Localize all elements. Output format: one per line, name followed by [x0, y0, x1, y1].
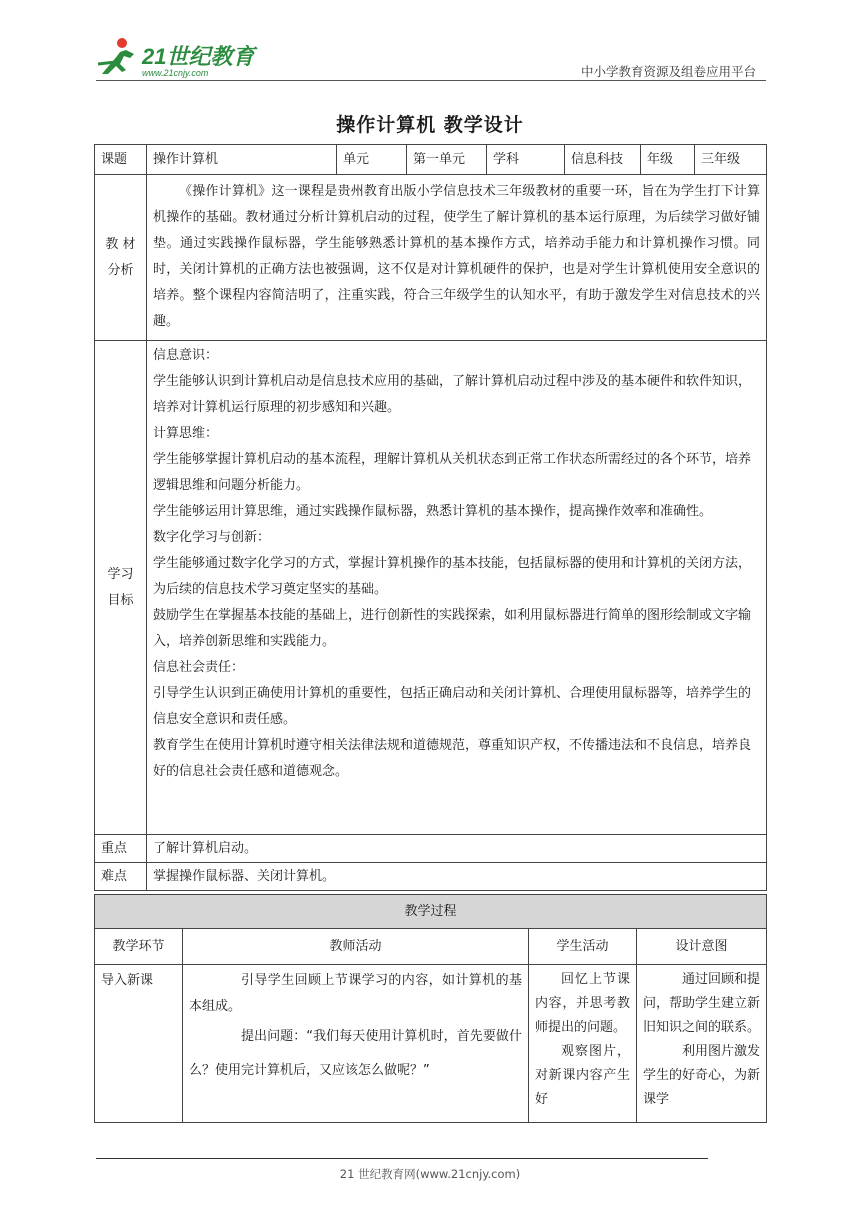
- footer-text: 21 世纪教育网(www.21cnjy.com): [339, 1167, 521, 1181]
- goal-text: 教育学生在使用计算机时遵守相关法律法规和道德规范，尊重知识产权，不传播违法和不良信息，培养良好的信息社会责任感和道德观念。: [153, 738, 752, 779]
- runner-logo-icon: [96, 34, 266, 80]
- difficulty-row: [95, 863, 767, 891]
- difficulty-label: 难点: [95, 863, 147, 891]
- grade-value: 三年级: [695, 145, 767, 175]
- logo-text: 21世纪教育: [142, 44, 255, 69]
- logo-url: www.21cnjy.com: [142, 68, 209, 78]
- column-header: 教师活动: [183, 929, 529, 965]
- student-activity-cell: 回忆上节课内容，并思考教师提出的问题。 观察图片，对新课内容产生好: [529, 965, 637, 1123]
- difficulty-text: 掌握操作鼠标器、关闭计算机。: [147, 863, 767, 891]
- column-header: 设计意图: [637, 929, 767, 965]
- site-logo: [96, 34, 266, 80]
- goal-text: 学生能够掌握计算机启动的基本流程，理解计算机从关机状态到正常工作状态所需经过的各个环节，培养逻辑思维和问题分析能力。: [153, 452, 752, 493]
- page-title: 操作计算机 教学设计: [336, 114, 524, 136]
- process-row: [95, 965, 767, 1123]
- column-header: 学生活动: [529, 929, 637, 965]
- material-label: 教 材 分析: [95, 175, 147, 341]
- subject-value: 信息科技: [565, 145, 641, 175]
- lesson-label: 课题: [95, 145, 147, 175]
- lesson-value: 操作计算机: [147, 145, 337, 175]
- goal-text: 学生能够运用计算思维，通过实践操作鼠标器，熟悉计算机的基本操作，提高操作效率和准确性。: [153, 504, 713, 519]
- material-row: [95, 175, 767, 341]
- goal-heading: 信息社会责任：: [153, 660, 245, 675]
- goal-heading: 信息意识：: [153, 348, 219, 363]
- learning-goals: [147, 341, 767, 835]
- lesson-info-table: [94, 144, 767, 891]
- goal-text: 引导学生认识到正确使用计算机的重要性，包括正确启动和关闭计算机、合理使用鼠标器等，培养学生的信息安全意识和责任感。: [153, 686, 752, 727]
- goals-row: [95, 341, 767, 835]
- unit-label: 单元: [337, 145, 407, 175]
- process-title-row: [95, 895, 767, 929]
- process-title: 教学过程: [95, 895, 767, 929]
- stage-cell: 导入新课: [95, 965, 183, 1123]
- key-point-text: 了解计算机启动。: [147, 835, 767, 863]
- column-header: 教学环节: [95, 929, 183, 965]
- subject-label: 学科: [487, 145, 565, 175]
- platform-name: 中小学教育资源及组卷应用平台: [580, 64, 756, 79]
- teacher-activity-cell: 引导学生回顾上节课学习的内容，如计算机的基本组成。 提出问题：“我们每天使用计算机时，首先要做什么？使用完计算机后，又应该怎么做呢？”: [183, 965, 529, 1123]
- process-header-row: [95, 929, 767, 965]
- goal-text: 学生能够认识到计算机启动是信息技术应用的基础，了解计算机启动过程中涉及的基本硬件和软件知识，培养对计算机运行原理的初步感知和兴趣。: [153, 374, 752, 415]
- footer-divider: [96, 1158, 708, 1159]
- unit-value: 第一单元: [407, 145, 487, 175]
- key-point-label: 重点: [95, 835, 147, 863]
- design-intent-cell: 通过回顾和提问，帮助学生建立新旧知识之间的联系。 利用图片激发学生的好奇心，为新课学: [637, 965, 767, 1123]
- goal-heading: 数字化学习与创新：: [153, 530, 271, 545]
- key-point-row: [95, 835, 767, 863]
- material-analysis-text: 《操作计算机》这一课程是贵州教育出版小学信息技术三年级教材的重要一环，旨在为学生打下计算机操作的基础。教材通过分析计算机启动的过程，使学生了解计算机的基本运行原理，为后续学习做好铺垫。通过实践操作鼠标器，学生能够熟悉计算机的基本操作方式，培养动手能力和计算机操作习惯。同时，关闭计算机的正确方法也被强调，这不仅是对计算机硬件的保护，也是对学生计算机使用安全意识的培养。整个课程内容简洁明了，注重实践，符合三年级学生的认知水平，有助于激发学生对信息技术的兴趣。: [147, 175, 767, 341]
- grade-label: 年级: [641, 145, 695, 175]
- goal-heading: 计算思维：: [153, 426, 219, 441]
- goal-text: 学生能够通过数字化学习的方式，掌握计算机操作的基本技能，包括鼠标器的使用和计算机的关闭方法，为后续的信息技术学习奠定坚实的基础。: [153, 556, 752, 597]
- info-row: [95, 145, 767, 175]
- goals-label: 学习 目标: [95, 341, 147, 835]
- teaching-process-table: [94, 894, 767, 1123]
- header-divider: [96, 80, 766, 81]
- goal-text: 鼓励学生在掌握基本技能的基础上，进行创新性的实践探索，如利用鼠标器进行简单的图形绘制或文字输入，培养创新思维和实践能力。: [153, 608, 752, 649]
